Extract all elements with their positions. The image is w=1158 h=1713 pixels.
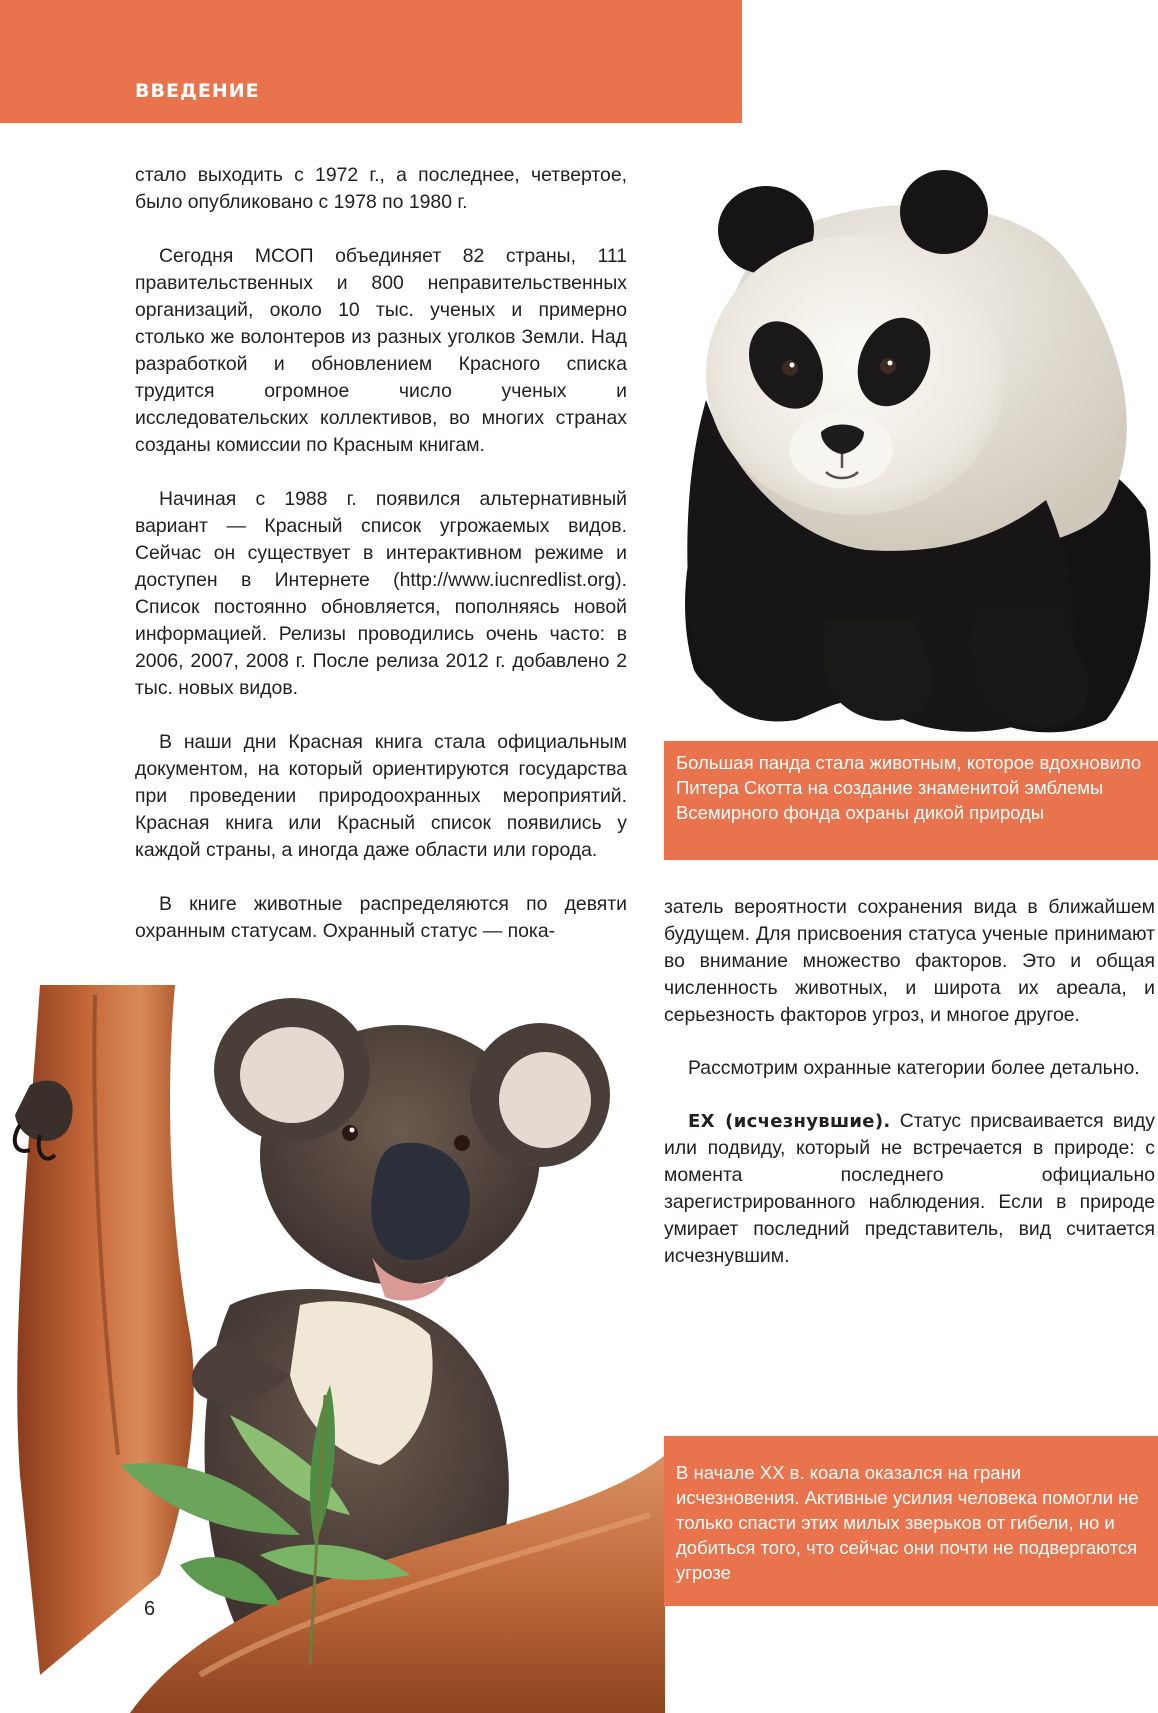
page-number: 6 — [144, 1598, 156, 1620]
ex-term: EX (исчезнувшие). — [688, 1111, 891, 1132]
paragraph: В книге животные распределяются по девяти охранным статусам. Охранный статус — пока- — [135, 893, 627, 942]
paragraph: Рассмотрим охранные категории более детально. — [688, 1057, 1140, 1079]
paragraph: затель вероятности сохранения вида в ближайшем будущем. Для присвоения статуса ученые принимают во внимание множество факторов. Это и общая численность животных, и широта их ареала, и серьезность факторов угроз, и многое другое. — [664, 896, 1155, 1026]
header-band — [0, 0, 742, 123]
giant-panda-image — [676, 150, 1158, 740]
paragraph: Начиная с 1988 г. появился альтернативный вариант — Красный список угрожаемых видов. Сейчас он существует в интерактивном режиме и доступен в Интернете (http://www.iucnredlist.org). Список постоянно обновляется, пополняясь новой информацией. Релизы проводились очень часто: в 2006, 2007, 2008 г. После релиза 2012 г. добавлено 2 тыс. новых видов. — [135, 488, 627, 699]
paragraph: Сегодня МСОП объединяет 82 страны, 111 правительственных и 800 неправительственных организаций, около 10 тыс. ученых и примерно столько же волонтеров из разных уголков Земли. Над разработкой и обновлением Красного списка трудится огромное число ученых и исследовательских коллективов, во многих странах созданы комиссии по Красным книгам. — [135, 245, 627, 456]
koala-image — [0, 975, 665, 1713]
paragraph: стало выходить с 1972 г., а последнее, четвертое, было опубликовано с 1978 по 1980 г. — [135, 164, 627, 213]
paragraph-ex-definition — [664, 1108, 1155, 1270]
panda-caption: Большая панда стала животным, которое вдохновило Питера Скотта на создание знаменитой эмблемы Всемирного фонда охраны дикой природы — [664, 741, 1158, 860]
right-text-column — [664, 894, 1155, 1296]
section-title: ВВЕДЕНИЕ — [135, 80, 260, 102]
paragraph: В наши дни Красная книга стала официальным документом, на который ориентируются государства при проведении природоохранных мероприятий. Красная книга или Красный список появились у каждой страны, а иногда даже области или города. — [135, 731, 627, 861]
left-text-column — [135, 162, 627, 972]
ex-definition: Статус присваивается виду или подвиду, который не встречается в природе: с момента последнего официально зарегистрированного наблюдения. Если в природе умирает последний представитель, вид считается исчезнувшим. — [664, 1110, 1155, 1267]
koala-caption: В начале XX в. коала оказался на грани исчезновения. Активные усилия человека помогли не только спасти этих милых зверьков от гибели, но и добиться того, что сейчас они почти не подвергаются угрозе — [664, 1436, 1158, 1606]
